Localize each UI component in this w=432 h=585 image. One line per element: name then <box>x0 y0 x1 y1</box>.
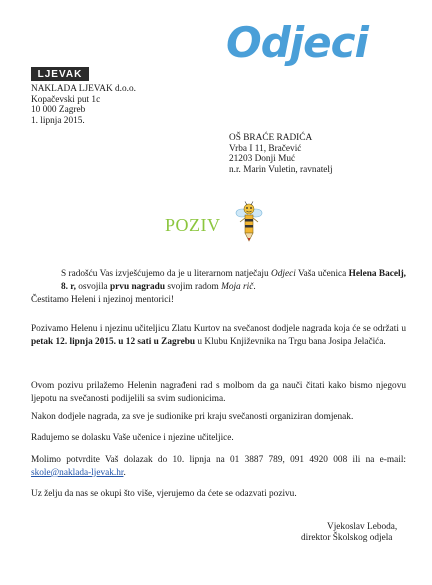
letter-date: 1. lipnja 2015. <box>31 115 85 126</box>
recipient-address <box>229 133 333 175</box>
award-text-c: Vaša učenica <box>295 269 349 279</box>
paragraph-attachment: Ovom pozivu prilažemo Helenin nagrađeni rad s molbom da ga nauči čitati kako bismo njegovu ljepotu na svečanosti podijelili sa svim sudionicima. <box>31 381 406 404</box>
sender-name: NAKLADA LJEVAK d.o.o. <box>31 84 136 94</box>
odjeci-logo: Odjeci <box>226 18 368 67</box>
paragraph-invitation <box>31 323 406 349</box>
award-text-i: . <box>253 281 256 292</box>
sender-address <box>31 84 136 126</box>
paragraph-looking-forward: Radujemo se dolasku Vaše učenice i njezine učiteljice. <box>31 433 234 443</box>
paragraph-rsvp <box>31 454 406 480</box>
rsvp-email-link[interactable]: skole@naklada-ljevak.hr <box>31 467 124 478</box>
award-text-g: svojim radom <box>165 281 222 292</box>
award-text-e: osvojila <box>75 281 110 292</box>
work-title: Moja rič <box>221 281 254 292</box>
signature-block <box>301 522 397 544</box>
pencil-bee-mascot-icon <box>235 201 263 243</box>
award-place: prvu nagradu <box>110 281 166 292</box>
congratulations-text: Čestitamo Heleni i njezinoj mentorici! <box>31 294 175 305</box>
paragraph-closing: Uz želju da nas se okupi što više, vjerujemo da ćete se odazvati pozivu. <box>31 489 297 499</box>
recipient-attention: n.r. Marin Vuletin, ravnatelj <box>229 164 333 175</box>
recipient-street: Vrba I 11, Bračević <box>229 143 302 154</box>
signatory-name: Vjekoslav Leboda, <box>327 522 398 532</box>
sender-street: Kopačevski put 1c <box>31 94 101 105</box>
invitation-heading <box>165 201 275 243</box>
student-name: Helena Bacelj, 8. r, <box>61 269 406 292</box>
rsvp-text-end: . <box>123 467 126 478</box>
invitation-title: POZIV <box>165 215 221 235</box>
publisher-badge: LJEVAK <box>31 67 89 81</box>
event-datetime: petak 12. lipnja 2015. u 12 sati u Zagrebu <box>31 336 196 347</box>
paragraph-award <box>31 268 406 306</box>
recipient-school: OŠ BRAĆE RADIĆA <box>229 133 313 143</box>
recipient-city: 21203 Donji Muć <box>229 154 296 165</box>
sender-city: 10 000 Zagreb <box>31 105 86 116</box>
award-text-a: S radošću Vas izvješćujemo da je u literarnom natječaju <box>61 269 272 279</box>
rsvp-text: Molimo potvrdite Vaš dolazak do 10. lipnja na 01 3887 789, 091 4920 008 ili na e-mail: <box>31 455 406 465</box>
paragraph-reception: Nakon dodjele nagrada, za sve je sudionike pri kraju svečanosti organiziran domjenak. <box>31 412 354 422</box>
contest-name: Odjeci <box>271 269 296 279</box>
signatory-title: direktor Školskog odjela <box>301 533 393 543</box>
invitation-text-a: Pozivamo Helenu i njezinu učiteljicu Zlatu Kurtov na svečanost dodjele nagrada koja će se održati u <box>31 324 406 334</box>
invitation-text-c: u Klubu Književnika na Trgu bana Josipa Jelačića. <box>195 336 386 347</box>
